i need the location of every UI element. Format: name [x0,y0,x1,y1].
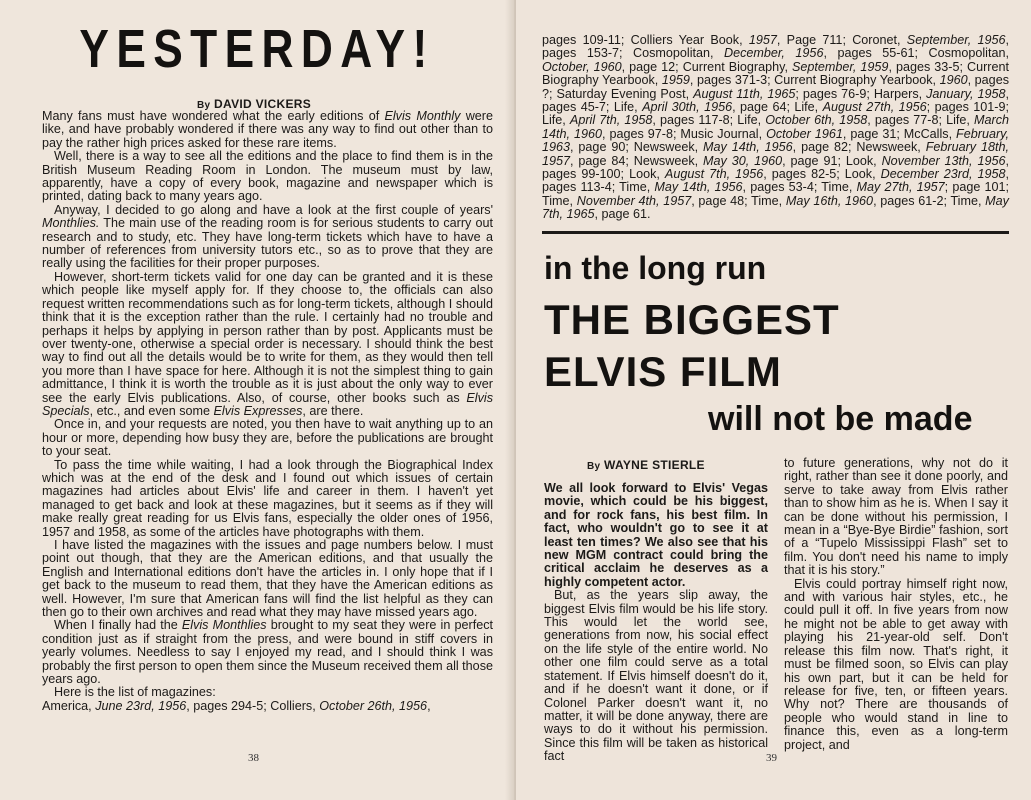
article-column-1 [544,482,768,764]
article-column-2 [784,457,1008,752]
paragraph: To pass the time while waiting, I had a look through the Biographical Index which was at the end of the desk and I found out which issues of certain magazines had articles about Elvis' life and career in them. I haven't yet managed to get back and look at these magazines, but it seems as if they will make really great reading for us Elvis fans, especially the older ones of 1956, 1957 and 1958, as some of the articles have photographs with them. [42,457,493,539]
article-intro: We all look forward to Elvis' Vegas movie, which could be his biggest, and for rock fans, his best film. In fact, who wouldn't go to see it at least ten times? We also see that his new MGM contract could bring the critical acclaim he deserves as a highly competent actor. [544,481,768,589]
paragraph: When I finally had the Elvis Monthlies brought to my seat they were in perfect condition just as if straight from the press, and were bound in stiff covers in yearly volumes. Needless to say I enjoyed my read, and I should think I was probably the first person to open them since the Museum received them all those years ago. [42,618,493,687]
paragraph: However, short-term tickets valid for one day can be granted and it is these which people like myself apply for. If they choose to, the officials can also request written recommendations such as for long-term tickets, although I should think that it is the exception rather than the rule. I certainly had no trouble and perhaps it helps by applying in person rather than by post. Applicants must be over twenty-one, otherwise a special order is necessary. I should think the best way to find out all the details would be to write for them, as they would then tell you more than I have space for here. Although it is not the simplest thing to gain admittance, I think it is worth the trouble as it is just about the only way to ever see the early Elvis publications. Also, of course, other books such as Elvis Specials, etc., and even some Elvis Expresses, are there. [42,269,493,418]
section-divider [542,231,1009,234]
paragraph: Well, there is a way to see all the editions and the place to find them is in the British Museum Reading Room in London. The museum must by law, apparently, have a copy of every book, magazine and newspaper which is printed, dating back to many years ago. [42,149,493,204]
article-body [42,110,493,713]
paragraph: I have listed the magazines with the issues and page numbers below. I must point out though, that they are the American editions, and that usually the English and International editions don't have the articles in. I only hope that if I get back to the museum to read them, that they have the American editions as well. However, I'm sure that American fans will find the list helpful as they can then go to their own archives and read what they may have missed years ago. [42,538,493,620]
paragraph: Anyway, I decided to go along and have a look at the first couple of years' Monthlies. The main use of the reading room is for serious students to carry out research and to study, etc. They have long-term tickets which have to have a number of references from university tutors etc., so as to prove that they are really using the facilities for their proper purposes. [42,202,493,271]
paragraph: Here is the list of magazines: [54,685,216,700]
byline-by: By [197,100,211,111]
left-page [0,0,514,800]
headline-line-1: in the long run [544,250,767,286]
headline-line-4: will not be made [708,400,973,438]
page-number: 38 [248,752,259,764]
byline [587,458,705,472]
paragraph: But, as the years slip away, the biggest Elvis film would be his life story. This would let the world see, generations from now, his social effect on the life style of the entire world. No other one film could serve as a total statement. If Elvis himself doesn't do it, and if he doesn't want it done, or if Colonel Parker doesn't want it, no matter, it will be done anyway, there are ways to do it without his permission. Since this film will be taken as historical fact [544,588,768,764]
paragraph: America, June 23rd, 1956, pages 294-5; Colliers, October 26th, 1956, [42,698,431,713]
byline-author: WAYNE STIERLE [604,458,705,472]
paragraph: pages 109-11; Colliers Year Book, 1957, Page 711; Coronet, September, 1956, pages 153-7; Cosmopolitan, December, 1956, pages 55-61; Cosmopolitan, October, 1960, page 12; Current Biography, September, 1959, pages 33-5; Current Biography Yearbook, 1959, pages 371-3; Current Biography Yearbook, 1960, pages ?; Saturday Evening Post, August 11th, 1965; pages 76-9; Harpers, January, 1958, pages 45-7; Life, April 30th, 1956, page 64; Life, August 27th, 1956; pages 101-9; Life, April 7th, 1958, pages 117-8; Life, October 6th, 1958, pages 77-8; Life, March 14th, 1960, pages 97-8; Music Journal, October 1961, page 31; McCalls, February, 1963, page 90; Newsweek, May 14th, 1956, page 82; Newsweek, February 18th, 1957, page 84; Newsweek, May 30, 1960, page 91; Look, November 13th, 1956, pages 99-100; Look, August 7th, 1956, pages 82-5; Look, December 23rd, 1958, pages 113-4; Time, May 14th, 1956, pages 53-4; Time, May 27th, 1957; page 101; Time, November 4th, 1957, page 48; Time, May 16th, 1960, pages 61-2; Time, May 7th, 1965, page 61. [542,33,1010,222]
magazine-list-continued [542,34,1009,222]
headline-line-2: THE BIGGEST [544,296,840,343]
byline-by: By [587,461,601,472]
page-number: 39 [766,752,777,764]
paragraph: to future generations, why not do it right, rather than see it done poorly, and serve to take away from Elvis rather than to show him as he is. When I say it can be done without his permission, I mean in a “Bye-Bye Birdie” fashion, sort of a “Tupelo Mississippi Flash” set to film. You don't need his name to imply that it is his story.” [784,456,1008,578]
article-title: YESTERDAY! [79,19,435,79]
byline-author: DAVID VICKERS [214,97,312,111]
paragraph: Elvis could portray himself right now, and with various hair styles, etc., he could pull it off. In five years from now he might not be able to get away with playing his 21-year-old self. Don't release this film now. That's right, it must be filmed soon, so Elvis can play his own part, but it can be held for release for five, ten, or fifteen years. Why not? There are thousands of people who would stand in line to finance this, even as a long-term project, and [784,576,1008,752]
paragraph: Many fans must have wondered what the early editions of Elvis Monthly were like, and have probably wondered if there was any way to find out other than to pay the rather high prices asked for these rare items. [42,109,493,150]
headline-line-3: ELVIS FILM [544,348,782,395]
paragraph: Once in, and your requests are noted, you then have to wait anything up to an hour or more, depending how busy they are, before the publications are brought to your seat. [42,417,493,459]
